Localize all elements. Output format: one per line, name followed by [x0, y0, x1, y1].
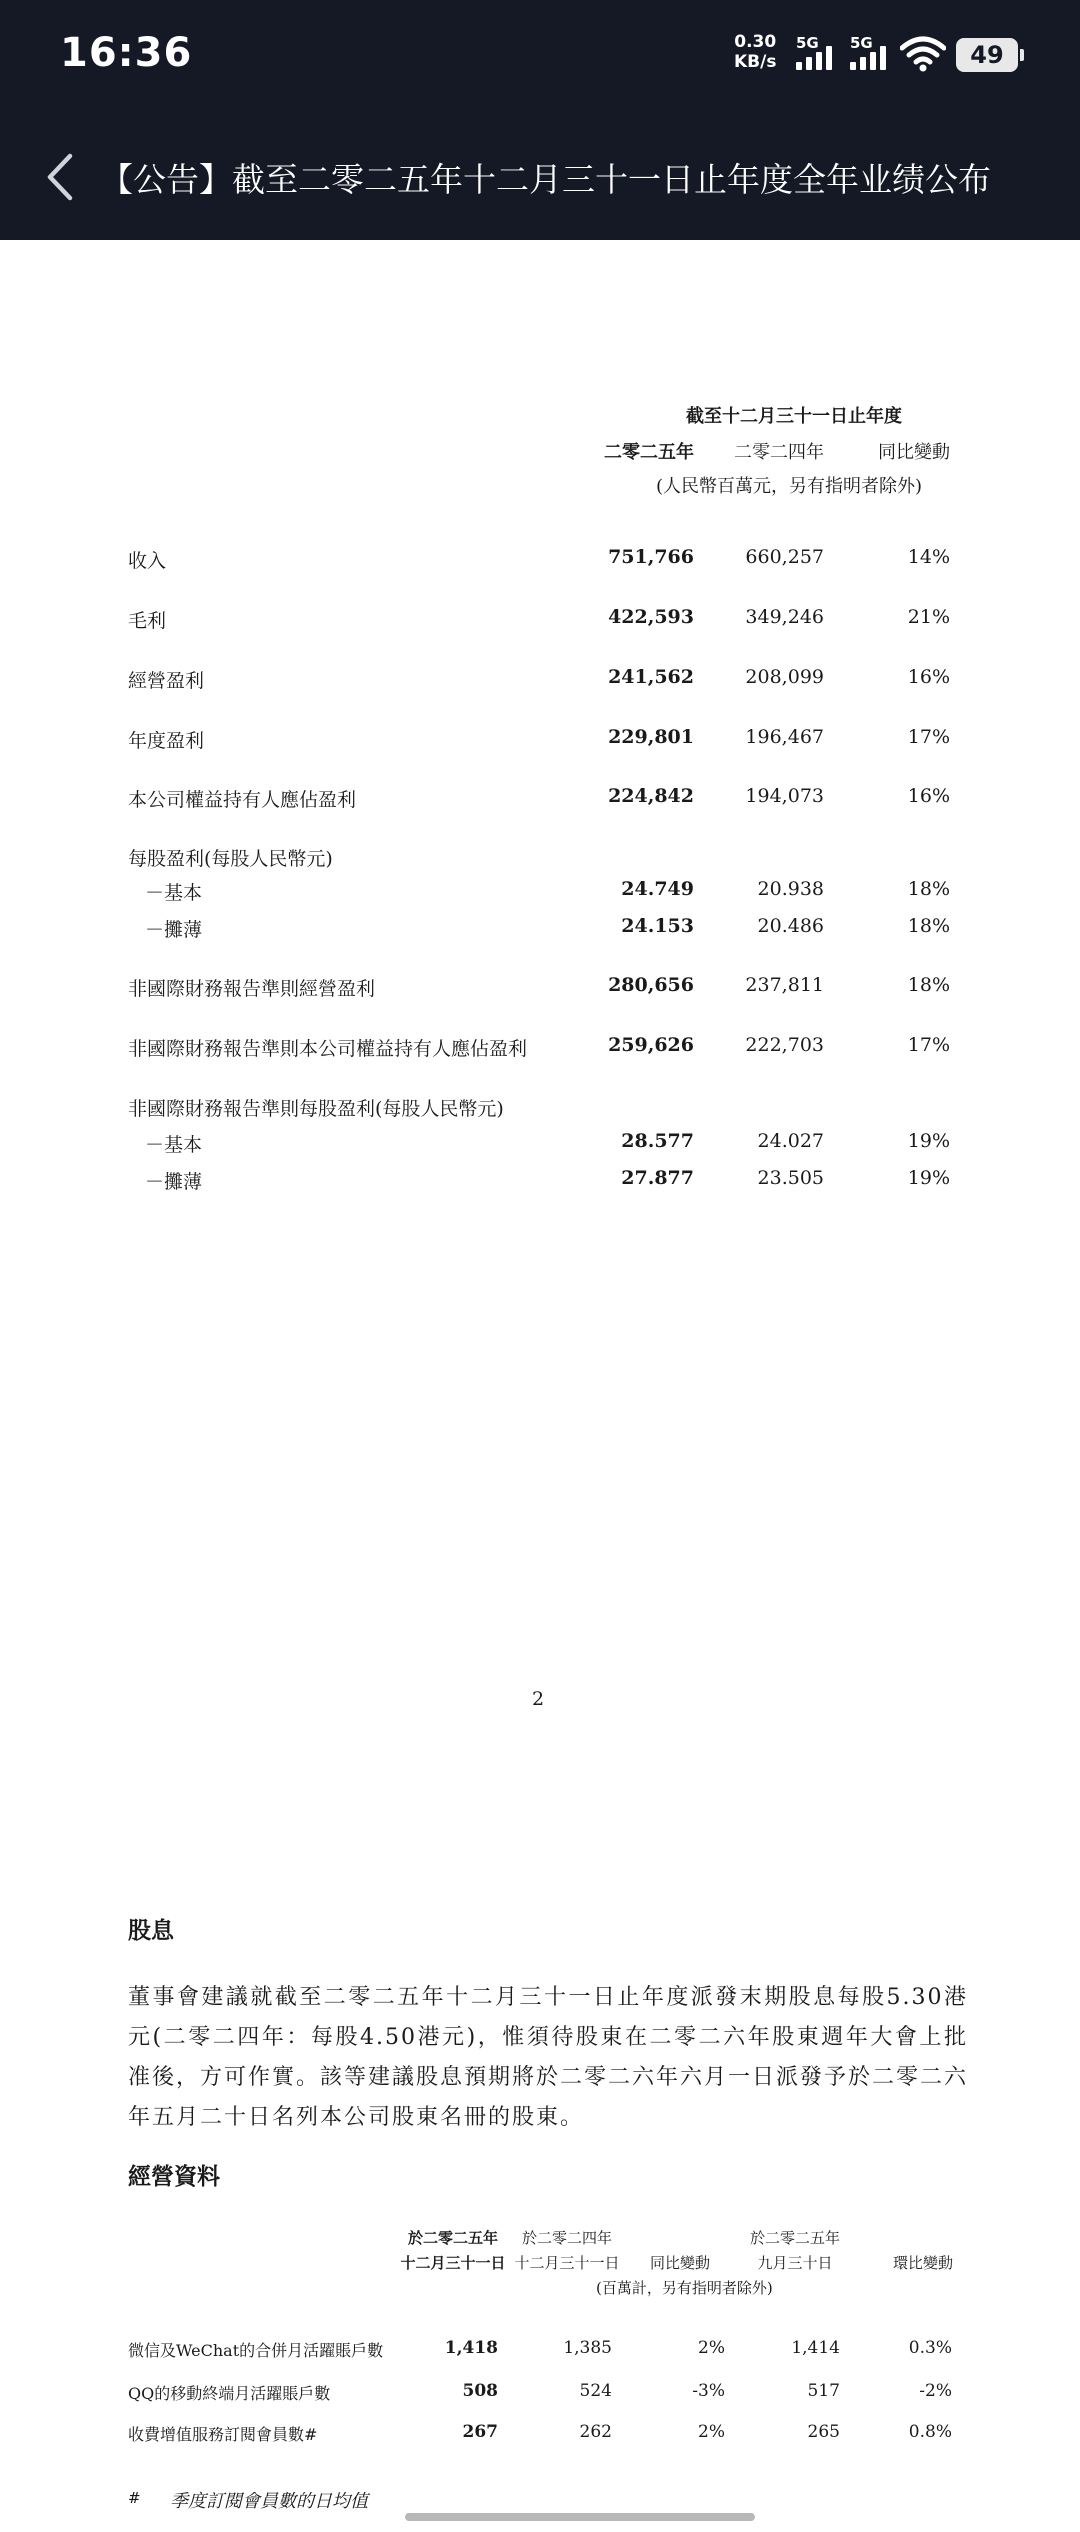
page-number: 2: [532, 1688, 545, 1710]
network-speed-unit: KB/s: [734, 52, 777, 72]
page-title: 【公告】截至二零二五年十二月三十一日止年度全年业绩公布: [100, 160, 991, 199]
row-label: －基本: [145, 882, 203, 904]
period-heading: 截至十二月三十一日止年度: [686, 406, 902, 427]
network-speed: [734, 32, 776, 72]
document-page: [0, 240, 1080, 2532]
op-value: -3%: [692, 2381, 725, 2401]
signal-icon: [796, 34, 838, 74]
op-value: 262: [579, 2422, 612, 2442]
network-speed-value: 0.30: [734, 32, 777, 52]
value-2025: 224,842: [608, 785, 694, 807]
op-value: -2%: [919, 2381, 952, 2401]
value-2025: 27.877: [621, 1167, 694, 1189]
value-2024: 660,257: [745, 546, 824, 568]
value-2024: 23.505: [757, 1167, 824, 1189]
row-label: 收費增值服務訂閱會員數#: [128, 2425, 318, 2444]
op-col4-line2: 九月三十日: [757, 2254, 833, 2272]
value-2025: 751,766: [608, 546, 694, 568]
row-label: 毛利: [128, 610, 167, 632]
status-bar: [0, 0, 1080, 110]
value-yoy: 17%: [907, 726, 950, 748]
back-arrow-icon[interactable]: [40, 152, 80, 202]
value-yoy: 18%: [907, 915, 950, 937]
op-value: 2%: [698, 2422, 725, 2442]
value-2024: 194,073: [745, 785, 824, 807]
op-col1-line1: 於二零二五年: [407, 2229, 498, 2247]
value-2024: 20.486: [757, 915, 824, 937]
value-2024: 349,246: [745, 606, 824, 628]
value-2025: 280,656: [608, 974, 694, 996]
row-label: 非國際財務報告準則本公司權益持有人應佔盈利: [128, 1038, 528, 1060]
value-yoy: 16%: [907, 666, 950, 688]
status-time: 16:36: [60, 30, 193, 76]
value-2025: 259,626: [608, 1034, 694, 1056]
row-label: 微信及WeChat的合併月活躍賬戶數: [128, 2341, 384, 2360]
row-label: －攤薄: [145, 1171, 203, 1193]
value-yoy: 18%: [907, 974, 950, 996]
op-value: 1,418: [444, 2338, 498, 2358]
op-value: 1,414: [791, 2338, 840, 2358]
signal-label: 5G: [850, 34, 873, 52]
op-col1-line2: 十二月三十一日: [400, 2254, 506, 2272]
footnote-mark: #: [128, 2489, 141, 2507]
value-2025: 422,593: [608, 606, 694, 628]
value-yoy: 21%: [907, 606, 950, 628]
value-2024: 24.027: [757, 1130, 824, 1152]
dividend-heading: 股息: [128, 1918, 174, 1944]
operating-heading: 經營資料: [128, 2164, 220, 2190]
home-indicator[interactable]: [405, 2513, 755, 2521]
value-2025: 229,801: [608, 726, 694, 748]
op-value: 0.3%: [908, 2338, 952, 2358]
dividend-paragraph: 董事會建議就截至二零二五年十二月三十一日止年度派發末期股息每股5.30港元(二零二四年：每股4.50港元)，惟須待股東在二零二六年股東週年大會上批准後，方可作實。該等建議股息預期將於二零二六年六月一日派發予於二零二六年五月二十日名列本公司股東名冊的股東。: [128, 1985, 969, 2130]
app-header: [0, 110, 1080, 240]
op-col4-line1: 於二零二五年: [749, 2229, 840, 2247]
row-label: －基本: [145, 1134, 203, 1156]
row-label: 收入: [128, 550, 167, 572]
column-header-2025: 二零二五年: [604, 442, 694, 463]
value-2024: 222,703: [745, 1034, 824, 1056]
battery-icon: 49: [956, 38, 1018, 72]
value-2024: 208,099: [745, 666, 824, 688]
value-2025: 241,562: [608, 666, 694, 688]
row-label: 每股盈利(每股人民幣元): [128, 848, 333, 870]
op-unit-note: (百萬計，另有指明者除外): [596, 2279, 773, 2297]
op-col2-line1: 於二零二四年: [521, 2229, 612, 2247]
value-yoy: 19%: [907, 1167, 950, 1189]
column-header-2024: 二零二四年: [734, 442, 824, 463]
op-col2-line2: 十二月三十一日: [514, 2254, 620, 2272]
op-value: 508: [462, 2381, 498, 2401]
value-2024: 196,467: [745, 726, 824, 748]
row-label: －攤薄: [145, 919, 203, 941]
value-yoy: 16%: [907, 785, 950, 807]
value-2025: 24.153: [621, 915, 694, 937]
op-value: 1,385: [563, 2338, 612, 2358]
value-2025: 24.749: [621, 878, 694, 900]
row-label: 本公司權益持有人應佔盈利: [128, 789, 357, 811]
column-header-yoy: 同比變動: [878, 442, 950, 463]
op-value: 265: [807, 2422, 840, 2442]
value-yoy: 18%: [907, 878, 950, 900]
op-value: 524: [579, 2381, 612, 2401]
wifi-icon: [900, 36, 946, 72]
op-col5-header: 環比變動: [893, 2254, 954, 2272]
value-yoy: 17%: [907, 1034, 950, 1056]
row-label: QQ的移動終端月活躍賬戶數: [128, 2384, 331, 2403]
value-yoy: 19%: [907, 1130, 950, 1152]
op-value: 2%: [698, 2338, 725, 2358]
row-label: 非國際財務報告準則經營盈利: [128, 978, 376, 1000]
op-value: 267: [462, 2422, 498, 2442]
unit-note: (人民幣百萬元，另有指明者除外): [656, 476, 923, 497]
signal-icon: [850, 34, 892, 74]
value-2024: 20.938: [757, 878, 824, 900]
footnote-text: 季度訂閱會員數的日均值: [170, 2491, 368, 2512]
value-2024: 237,811: [745, 974, 824, 996]
row-label: 經營盈利: [128, 670, 205, 692]
op-value: 0.8%: [908, 2422, 952, 2442]
value-2025: 28.577: [621, 1130, 694, 1152]
op-col3-header: 同比變動: [650, 2254, 711, 2272]
op-value: 517: [807, 2381, 840, 2401]
row-label: 非國際財務報告準則每股盈利(每股人民幣元): [128, 1098, 504, 1120]
row-label: 年度盈利: [128, 730, 205, 752]
value-yoy: 14%: [907, 546, 950, 568]
signal-label: 5G: [796, 34, 819, 52]
